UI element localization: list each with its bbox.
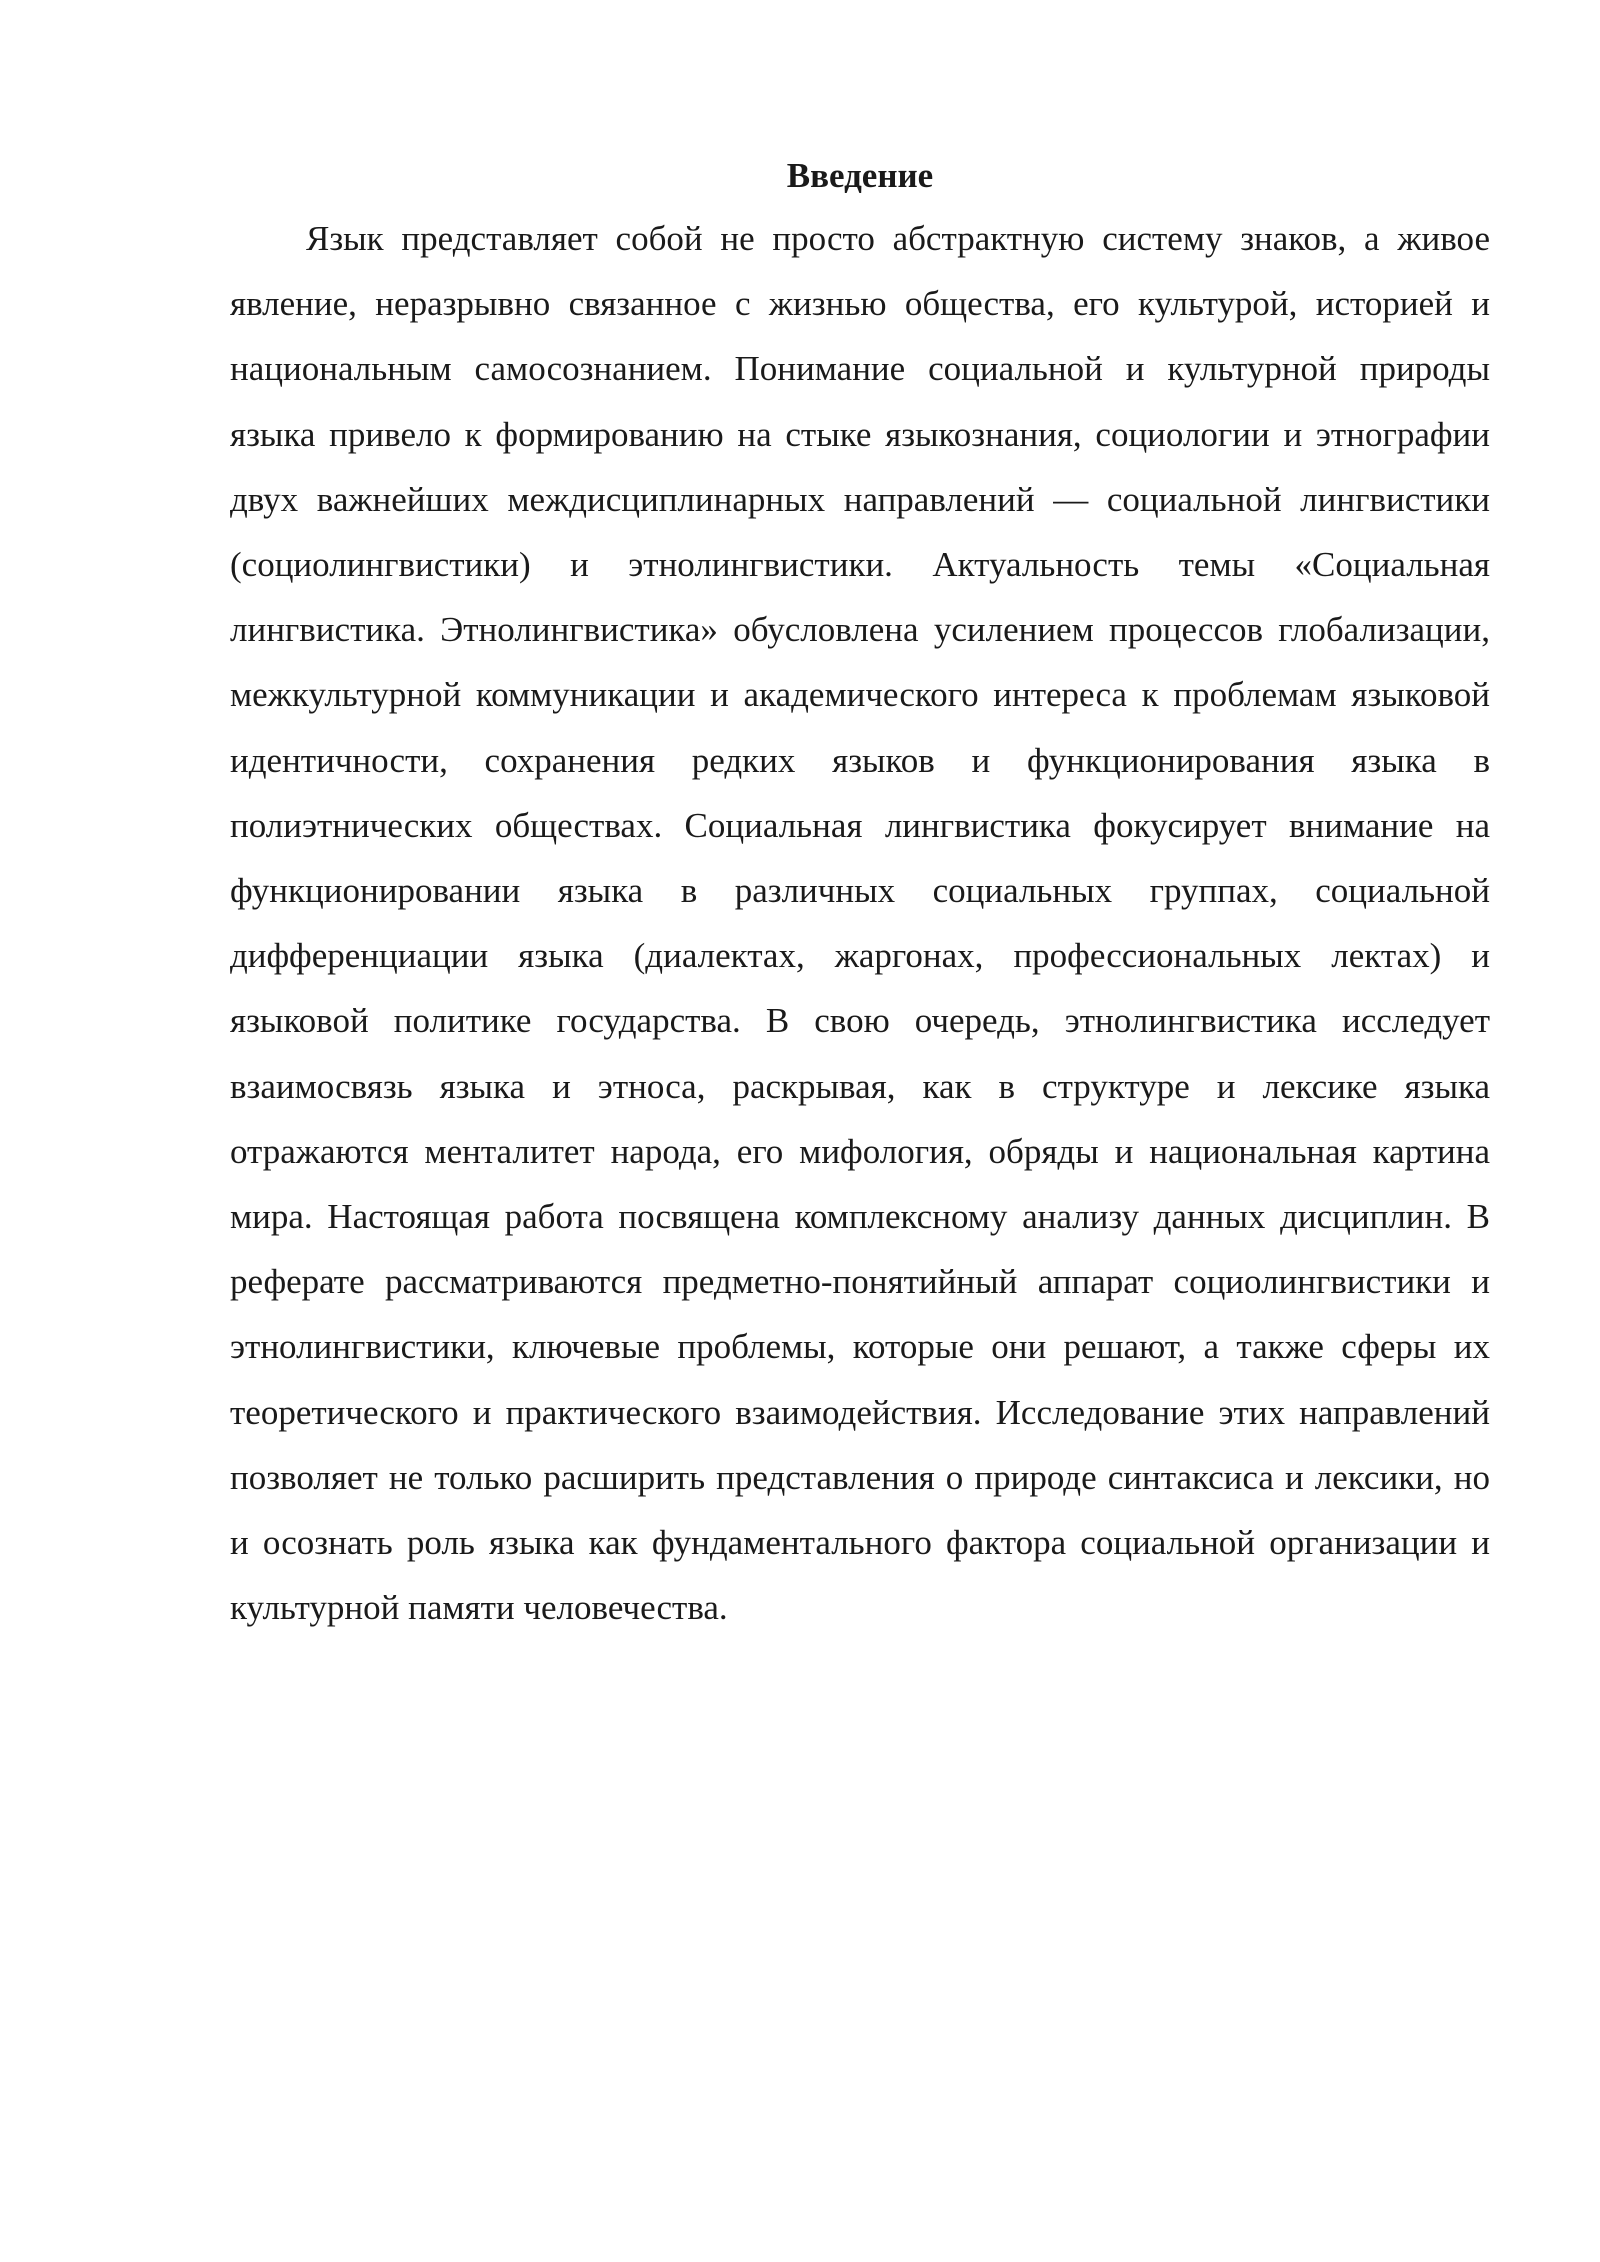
intro-paragraph: Язык представляет собой не просто абстрактную систему знаков, а живое явление, неразрывно связанное с жизнью общества, его культурой, историей и национальным самосознанием. Понимание социальной и культурной природы языка привело к формированию на стыке языкознания, социологии и этнографии двух важнейших междисциплинарных направлений — социальной лингвистики (социолингвистики) и этнолингвистики. Актуальность темы «Социальная лингвистика. Этнолингвистика» обусловлена усилением процессов глобализации, межкультурной коммуникации и академического интереса к проблемам языковой идентичности, сохранения редких языков и функционирования языка в полиэтнических обществах. Социальная лингвистика фокусирует внимание на функционировании языка в различных социальных группах, социальной дифференциации языка (диалектах, жаргонах, профессиональных лектах) и языковой политике государства. В свою очередь, этнолингвистика исследует взаимосвязь языка и этноса, раскрывая, как в структуре и лексике языка отражаются менталитет народа, его мифология, обряды и национальная картина мира. Настоящая работа посвящена комплексному анализу данных дисциплин. В реферате рассматриваются предметно-понятийный аппарат социолингвистики и этнолингвистики, ключевые проблемы, которые они решают, а также сферы их теоретического и практического взаимодействия. Исследование этих направлений позволяет не только расширить представления о природе синтаксиса и лексики, но и осознать роль языка как фундаментального фактора социальной организации и культурной памяти человечества.	[230, 219, 1490, 1628]
document-content	[230, 150, 1490, 1640]
section-title: Введение	[786, 156, 934, 195]
